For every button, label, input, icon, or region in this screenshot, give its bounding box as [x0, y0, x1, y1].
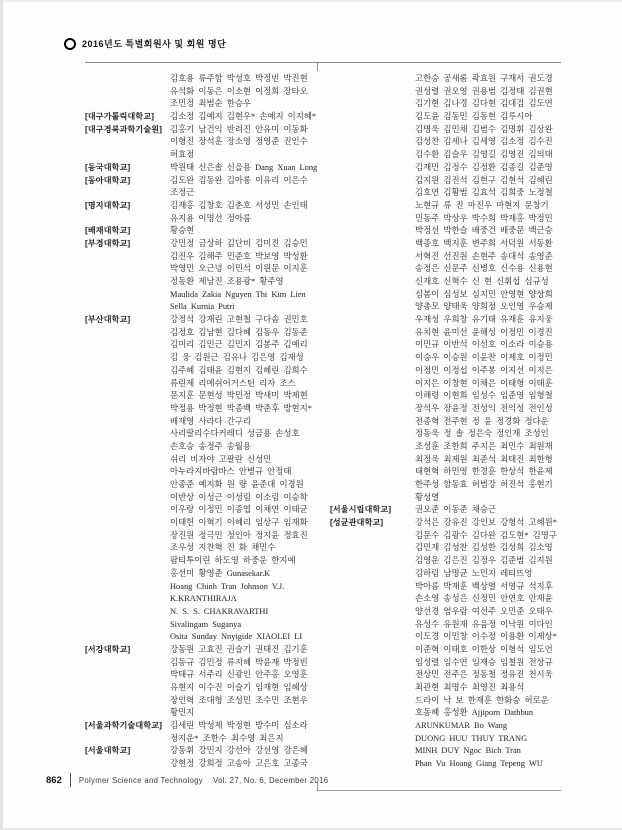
member-names: 전종혁 전주현 정 윤 정경화 정다운	[415, 416, 549, 426]
member-row	[85, 149, 321, 162]
member-names: 권오준 이동준 채승근	[415, 505, 496, 515]
member-row	[330, 289, 566, 302]
member-row	[330, 542, 566, 555]
member-names: 이도경 이민창 이수정 이용환 이제상*	[415, 632, 557, 642]
member-row	[330, 251, 566, 264]
member-row	[330, 428, 566, 441]
member-names: 팜티투이린 하도영 하중운 한지예	[170, 556, 296, 566]
member-names: Osita Sunday Nnyigide XIAOLEI LI	[170, 632, 303, 642]
member-names: ARUNKUMAR Bo Wang	[415, 721, 508, 731]
member-names: 장인혁 조대형 조성민 조수민 조현우	[170, 695, 308, 705]
member-row	[85, 251, 321, 264]
member-names: 류린제 리메쉬어거스틴 리자 조스	[170, 378, 296, 388]
column-divider-tick-top	[317, 62, 318, 71]
member-row	[85, 98, 321, 111]
page-footer	[46, 773, 328, 787]
member-names: 김하림 남명균 노민지 레티뜨엉	[415, 568, 533, 578]
member-row	[85, 530, 321, 543]
member-names: 김명욱 김민채 김범수 김명휘 김상완	[415, 124, 553, 134]
member-row	[330, 631, 566, 644]
member-names: 유치현 윤미선 윤해성 이정민 이경진	[415, 327, 553, 337]
member-names: 김동규 김민정 류지혜 박윤재 박정빈	[170, 657, 308, 667]
member-row	[330, 720, 566, 733]
member-names: 황민지	[170, 708, 195, 718]
university-label: [부산대학교]	[85, 315, 131, 325]
member-names: 김호용 류주함 박성호 박정빈 박진현	[170, 74, 308, 83]
member-names: 박정용 박정현 박종백 박준후 방현지*	[170, 403, 312, 413]
member-names: 유석화 이동은 이소현 이정희 장타오	[170, 86, 308, 96]
section-title: 2016년도 특별회원사 및 회원 명단	[82, 39, 227, 49]
member-names: DUONG HUU THUY TRANG	[415, 733, 528, 743]
member-names: 김재민 김정수 김정환 김종길 김준영	[415, 162, 553, 172]
member-names: MINH DUY Ngoc Bich Tran	[415, 746, 521, 756]
member-row	[85, 111, 321, 124]
member-names: 드라이 낙 보 한재훈 한화승 허로운	[415, 695, 549, 705]
member-names: 이형진 장석훈 장소영 정영준 진인수	[170, 137, 308, 147]
member-row	[330, 136, 566, 149]
member-names: 아누라지바람바스 안병규 안정태	[170, 467, 292, 477]
member-row	[85, 378, 321, 391]
member-names: 임성렬 임수연 임재승 임철원 전상규	[415, 657, 553, 667]
member-column-left	[85, 73, 321, 771]
member-row	[85, 466, 321, 479]
member-row	[330, 162, 566, 175]
member-row	[85, 606, 321, 619]
member-names: 신재호 신혁수 신 현 신휘섭 심규성	[415, 277, 549, 286]
member-row	[330, 606, 566, 619]
member-row	[85, 213, 321, 226]
member-row	[85, 593, 321, 606]
member-row	[85, 479, 321, 492]
member-names: 한주성 함동효 허범강 허진석 홍현기	[415, 480, 553, 489]
member-row	[85, 517, 321, 530]
member-names: 황성열	[415, 492, 440, 502]
member-column-right	[330, 73, 566, 771]
member-row	[330, 581, 566, 594]
member-row	[85, 644, 321, 657]
member-row	[85, 276, 321, 289]
member-names: 사리팔리수다커레디 성금용 손성호	[170, 429, 300, 439]
member-row	[330, 492, 566, 505]
member-row	[330, 441, 566, 454]
journal-issue: Vol. 27, No. 6, December 2016	[213, 775, 329, 785]
member-names: 이우랑 이정민 이종엽 이채연 이태균	[170, 505, 308, 515]
university-label: [부경대학교]	[85, 238, 131, 248]
member-row	[330, 352, 566, 365]
member-row	[85, 289, 321, 302]
member-names: 호동혜 홍성환 Ajjiporn Dathbun	[415, 708, 534, 718]
member-names: 유성수 유원재 유음정 이낙원 이다인	[415, 619, 553, 629]
member-row	[330, 416, 566, 429]
member-names: 김호연 김황범 김효석 김희중 노정철	[415, 188, 553, 198]
member-row	[85, 327, 321, 340]
member-names: 김수환 김슬우 김영길 김영진 김의태	[415, 150, 553, 160]
member-names: 쉬리 비자야 고팔란 신성민	[170, 454, 272, 464]
member-row	[85, 339, 321, 352]
member-names: Maulida Zakia Nguyen Thi Kim Lien	[170, 289, 306, 299]
university-label: [성균관대학교]	[330, 518, 384, 528]
member-names: 민동주 박상우 박수희 박재홍 박정민	[415, 213, 553, 223]
member-row	[85, 175, 321, 188]
member-row	[330, 73, 566, 86]
member-row	[85, 682, 321, 695]
member-names: 조정근	[170, 188, 195, 198]
member-row	[330, 479, 566, 492]
member-names: 유지용 이명선 정아름	[170, 213, 251, 223]
member-row	[330, 682, 566, 695]
member-row	[85, 631, 321, 644]
member-row	[330, 593, 566, 606]
member-row	[330, 504, 566, 517]
member-names: 송정은 신문주 신병호 신수용 신용현	[415, 264, 553, 274]
member-row	[85, 733, 321, 746]
member-row	[85, 136, 321, 149]
member-names: 조민정 최범순 한승우	[170, 99, 251, 109]
member-names: 이정민 이정섭 이주봉 이지선 이지은	[415, 365, 553, 375]
member-names: 김지원 김진석 김현구 김현석 김혜린	[415, 175, 553, 185]
member-names: 심봄이 심성보 심지민 안영현 양상희	[415, 289, 553, 299]
member-names: 백종호 백지훈 변주희 서덕원 서동환	[415, 238, 553, 248]
member-names: 장진원 정극민 정인아 정지윤 정효진	[170, 530, 308, 540]
member-names: 김민재 김성찬 김성한 김성희 김소영	[415, 543, 553, 553]
member-names: 노현규 류 진 마진우 마현지 문창기	[415, 200, 549, 210]
member-row	[85, 301, 321, 314]
member-row	[330, 619, 566, 632]
member-row	[330, 124, 566, 137]
university-label: [대구가톨릭대학교]	[85, 112, 155, 122]
member-names: 김 웅 김원근 김유나 김은영 김재성	[170, 353, 304, 363]
member-names: 권성렬 권오영 권용범 김정태 김권현	[415, 86, 553, 96]
member-row	[330, 175, 566, 188]
member-row	[330, 200, 566, 213]
member-row	[85, 86, 321, 99]
member-names: 양선경 엄우람 여선주 오민준 오태우	[415, 606, 553, 616]
member-row	[85, 403, 321, 416]
member-row	[85, 657, 321, 670]
member-row	[85, 263, 321, 276]
member-row	[85, 416, 321, 429]
university-label: [대구경북과학기술원]	[85, 124, 163, 134]
member-row	[330, 327, 566, 340]
member-names: 안종준 예지화 원 량 윤준대 이경원	[170, 480, 304, 489]
member-row	[330, 733, 566, 746]
member-row	[85, 428, 321, 441]
member-row	[85, 568, 321, 581]
member-names: Sivalingam Suganya	[170, 619, 242, 629]
member-row	[330, 707, 566, 720]
member-names: 유현지 이수진 이슬기 임재현 임혜상	[170, 683, 308, 692]
member-names: 태현혁 하민영 한경훈 한상석 한윤제	[415, 467, 553, 477]
member-names: 김미리 김민근 김민지 김봉주 김예리	[170, 340, 308, 350]
member-row	[330, 466, 566, 479]
member-row	[85, 352, 321, 365]
member-row	[330, 644, 566, 657]
member-names: 강민정 금상하 김단비 김미진 김승민	[170, 238, 308, 248]
member-names: 전상민 전주은 정동철 정유진 천시욱	[415, 670, 553, 680]
member-names: 김주혜 김태윤 김현지 김혜린 김희수	[170, 365, 308, 375]
member-names: 허효정	[170, 150, 195, 160]
member-names: 박아름 박재훈 백상열 서영규 석지후	[415, 581, 553, 591]
member-names: 이태헌 이혁기 이혜리 임상구 임재화	[170, 518, 308, 528]
member-row	[330, 225, 566, 238]
member-row	[330, 530, 566, 543]
university-label: [동아대학교]	[85, 175, 131, 185]
member-row	[85, 225, 321, 238]
member-names: 김정호 김남현 김다혜 김동우 김동준	[170, 327, 308, 337]
section-header	[64, 37, 226, 50]
member-names: 박영민 오근녕 이민석 이원문 이지훈	[170, 264, 308, 274]
member-names: 이민규 이반석 이선호 이소라 이승용	[415, 340, 553, 350]
member-names: 배재영 사라다 간구리	[170, 416, 251, 426]
member-names: 최관현 최명수 최영진 최용석	[415, 683, 525, 692]
member-row	[330, 238, 566, 251]
member-row	[85, 504, 321, 517]
member-names: 황승현	[170, 226, 195, 236]
member-row	[85, 454, 321, 467]
member-names: 손호승 송정주 송월용	[170, 441, 251, 451]
member-row	[85, 695, 321, 708]
member-row	[85, 187, 321, 200]
member-row	[330, 378, 566, 391]
member-names: 조성훈 조한희 주지은 최민수 최원재	[415, 441, 553, 451]
bottom-rule	[317, 790, 561, 791]
member-row	[330, 758, 566, 771]
member-names: 김소정 김예지 김현우* 손예지 이지혜*	[170, 112, 317, 122]
member-names: 이지은 이창현 이채은 이태형 이태훈	[415, 378, 553, 388]
university-label: [서울시립대학교]	[330, 505, 392, 515]
member-row	[85, 200, 321, 213]
member-names: 김도완 김동완 김아롱 이유리 이은수	[170, 175, 308, 185]
member-row	[85, 162, 321, 175]
member-row	[85, 365, 321, 378]
member-row	[330, 657, 566, 670]
member-names: 최정욱 최제원 최준석 최태진 최한형	[415, 454, 553, 464]
member-names: 고한승 공새롬 곽효원 구재서 권도경	[415, 74, 553, 83]
member-row	[330, 403, 566, 416]
member-row	[85, 492, 321, 505]
member-names: 김문수 김광수 김다완 김도현* 김명구	[415, 530, 557, 540]
member-names: Hoang Chinh Tran Johnson V.J.	[170, 581, 285, 591]
university-label: [명지대학교]	[85, 200, 131, 210]
university-label: [서강대학교]	[85, 644, 131, 654]
member-names: 양총모 양태욱 양희정 오인영 우승제	[415, 302, 553, 312]
member-names: 강현정 강희정 고송아 고은호 고종국	[170, 759, 308, 769]
journal-title: Polymer Science and Technology	[78, 775, 204, 785]
member-row	[85, 720, 321, 733]
member-names: 이반상 이성근 이성림 이소림 이승학	[170, 492, 308, 502]
member-names: 김영운 김은진 김정우 김준범 김지원	[415, 556, 553, 566]
member-names: Phan Vu Hoang Giang Tepeng WU	[415, 759, 543, 769]
member-row	[85, 238, 321, 251]
member-row	[330, 365, 566, 378]
member-names: 이준혁 이태호 이한상 이형석 임도언	[415, 644, 553, 654]
member-names: 김진우 김해주 민준호 박보영 박성환	[170, 251, 308, 261]
member-names: 서혁진 선진원 손현주 송대석 송영준	[415, 251, 553, 261]
member-names: K.KRANTHIRAJA	[170, 594, 237, 604]
member-names: 강석은 강유진 강인보 강형석 고혜원*	[415, 518, 557, 528]
member-row	[330, 454, 566, 467]
member-names: 정동환 제남진 조용광* 황주영	[170, 277, 284, 286]
member-row	[85, 581, 321, 594]
member-row	[330, 314, 566, 327]
footer-divider	[70, 773, 71, 787]
member-row	[330, 98, 566, 111]
member-names: 정지운* 조한수 최수영 최은지	[170, 733, 284, 743]
footer-journal-line	[79, 776, 328, 785]
member-row	[330, 669, 566, 682]
bullet-icon	[64, 38, 76, 50]
member-row	[85, 707, 321, 720]
member-names: 박원태 신은솔 신을용 Dang Xuan Long	[170, 162, 318, 172]
member-row	[330, 695, 566, 708]
university-label: [서울과학기술대학교]	[85, 721, 163, 731]
member-row	[85, 555, 321, 568]
member-names: 조우성 지찬혁 진 화 채민수	[170, 543, 276, 553]
member-names: Sella Kurnia Putri	[170, 302, 235, 312]
member-row	[330, 339, 566, 352]
member-row	[85, 669, 321, 682]
member-row	[85, 124, 321, 137]
member-names: 박태규 서주리 신광인 안주홍 오영훈	[170, 670, 308, 680]
member-row	[330, 301, 566, 314]
member-row	[85, 441, 321, 454]
member-names: 장석우 장윤정 전성익 전익성 전인성	[415, 403, 553, 413]
member-row	[85, 73, 321, 86]
member-row	[330, 517, 566, 530]
university-label: [서울대학교]	[85, 746, 131, 756]
member-row	[330, 111, 566, 124]
member-row	[85, 619, 321, 632]
member-names: 홍선미 황영준 Gunasekar.K	[170, 568, 271, 578]
member-names: 이해령 이현희 임성수 임준영 임형철	[415, 391, 553, 401]
top-rule	[85, 62, 561, 63]
university-label: [배재대학교]	[85, 226, 131, 236]
member-names: 박정선 박한슬 배중건 배중문 백근승	[415, 226, 553, 236]
member-names: N. S. S. CHAKRAVARTHI	[170, 606, 269, 616]
member-names: 이승우 이승원 이윤찬 이제호 이정민	[415, 353, 553, 363]
member-row	[85, 542, 321, 555]
member-row	[330, 263, 566, 276]
member-names: 김도윤 김동민 김동현 김루시아	[415, 112, 533, 122]
member-names: 정동욱 정 솔 정은숙 정인재 조성인	[415, 429, 549, 439]
member-row	[85, 745, 321, 758]
member-names: 문지훈 문현성 박민정 박새미 박제현	[170, 391, 308, 401]
member-names: 강정석 강재린 고현철 구다솜 권민호	[170, 315, 308, 325]
member-names: 강동원 고효진 권슬기 권태진 김기훈	[170, 644, 308, 654]
member-row	[330, 86, 566, 99]
page-number: 862	[46, 774, 62, 786]
member-row	[85, 390, 321, 403]
member-row	[330, 276, 566, 289]
member-names: 김성찬 김세나 김세영 김소정 김수진	[415, 137, 553, 147]
member-names: 강동휘 강민지 강선아 강선영 강은혜	[170, 746, 308, 756]
member-names: 김홍기 남건익 반려진 안유미 이동화	[170, 124, 308, 134]
member-row	[330, 187, 566, 200]
university-label: [동국대학교]	[85, 162, 131, 172]
member-names: 김세린 박성제 박정현 방수미 심소라	[170, 721, 308, 731]
member-names: 우재성 우희창 유기태 유재훈 유지웅	[415, 315, 553, 325]
member-names: 김재홍 김창호 김춘호 서성민 손인태	[170, 200, 308, 210]
member-row	[85, 314, 321, 327]
member-row	[330, 149, 566, 162]
member-row	[330, 213, 566, 226]
member-row	[330, 555, 566, 568]
member-row	[330, 745, 566, 758]
member-names: 김기현 김나경 김다현 김대검 김도연	[415, 99, 553, 109]
member-names: 손소영 송성은 신정민 안연호 안재윤	[415, 594, 553, 604]
member-row	[85, 758, 321, 771]
member-row	[330, 568, 566, 581]
member-row	[330, 390, 566, 403]
